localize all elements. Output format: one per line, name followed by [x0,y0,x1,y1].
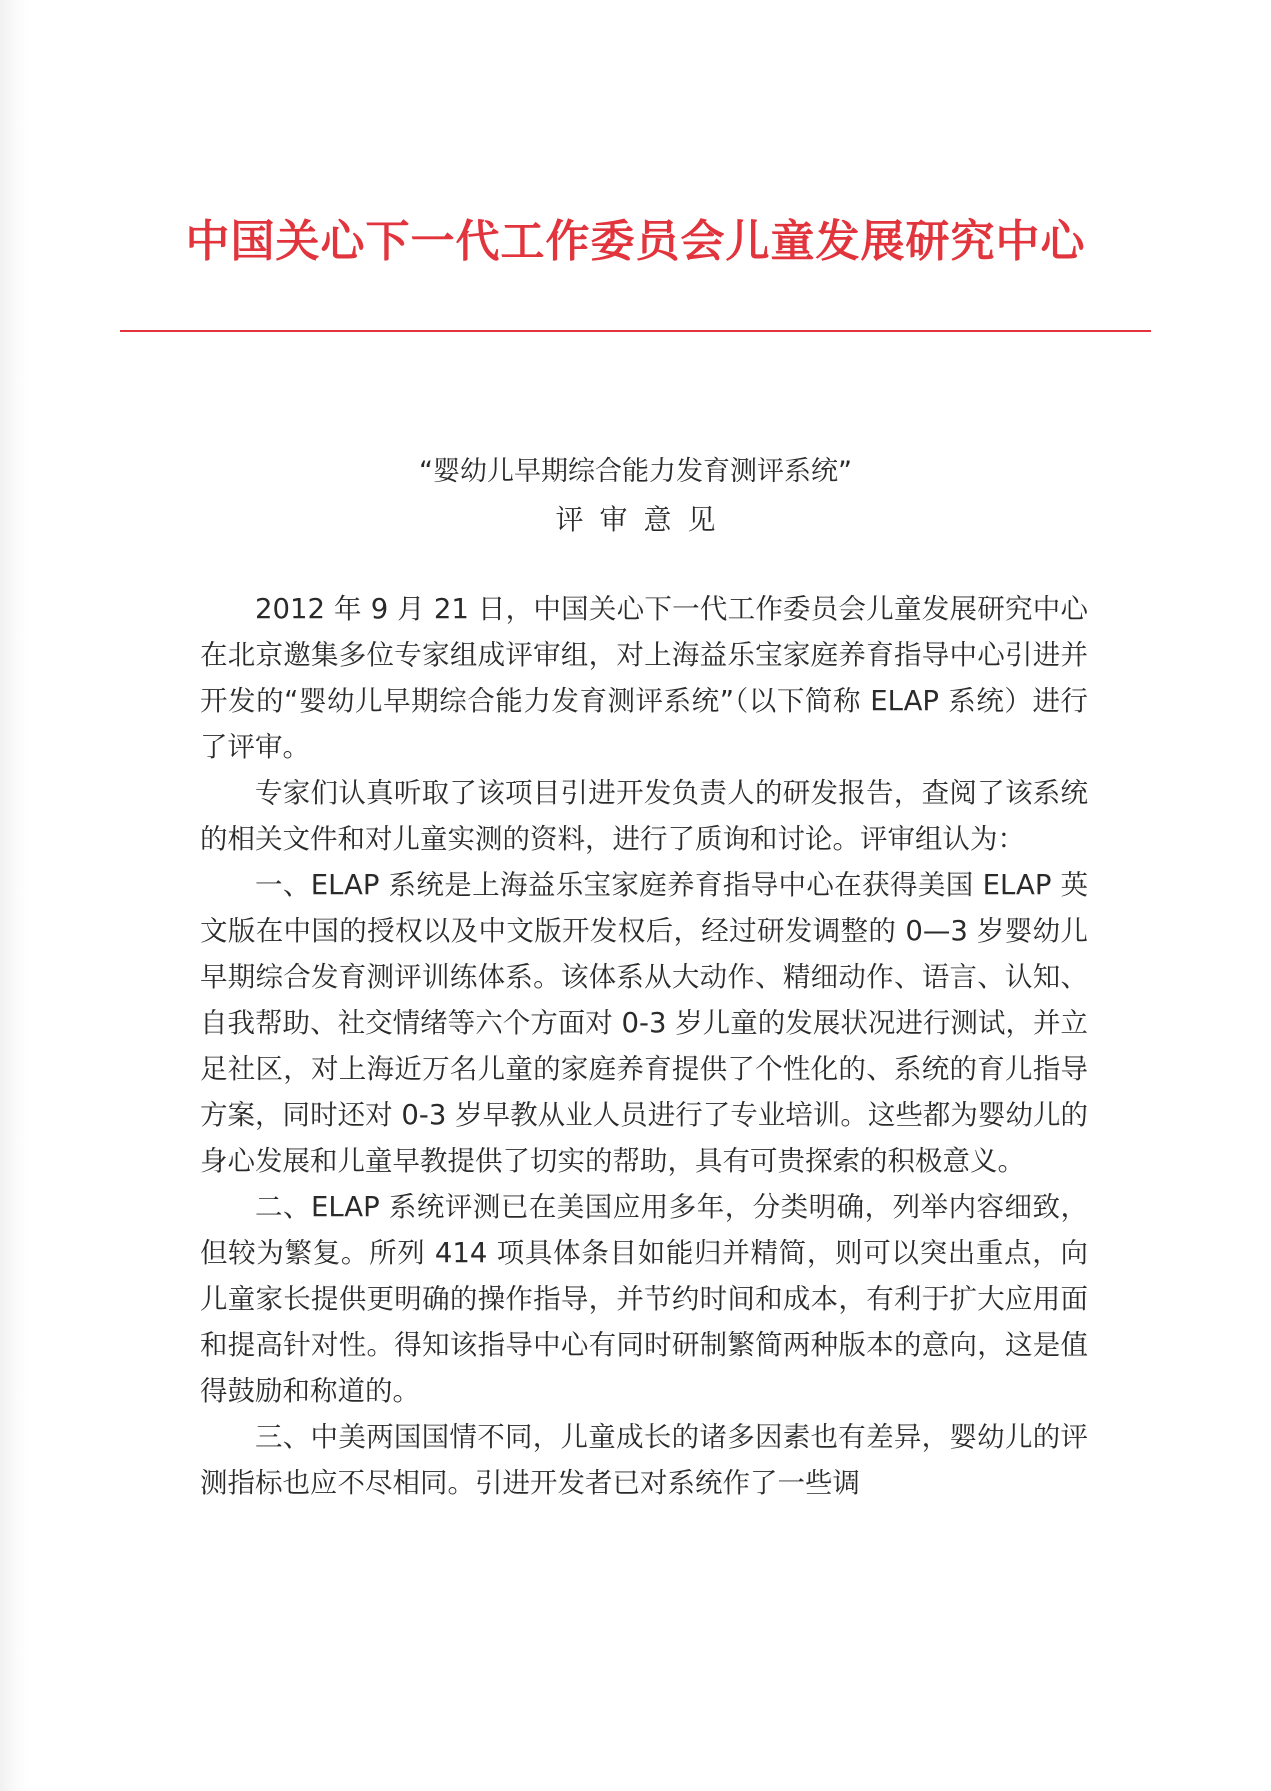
organization-header: 中国关心下一代工作委员会儿童发展研究中心 [185,216,1086,267]
document-subtitle: 评审意见 [555,503,732,536]
paragraph-point-one: 一、ELAP 系统是上海益乐宝家庭养育指导中心在获得美国 ELAP 英文版在中国的授权以及中文版开发权后，经过研发调整的 0—3 岁婴幼儿早期综合发育测评训练体系。该体系从大动作、精细动作、语言、认知、自我帮助、社交情绪等六个方面对 0-3 岁儿童的发展状况进行测试，并立足社区，对上海近万名儿童的家庭养育提供了个性化的、系统的育儿指导方案，同时还对 0-3 岁早教从业人员进行了专业培训。这些都为婴幼儿的身心发展和儿童早教提供了切实的帮助，具有可贵探索的积极意义。 [200,869,1088,1177]
paragraph-intro: 2012 年 9 月 21 日，中国关心下一代工作委员会儿童发展研究中心在北京邀集多位专家组成评审组，对上海益乐宝家庭养育指导中心引进并开发的“婴幼儿早期综合能力发育测评系统”（以下简称 ELAP 系统）进行了评审。 [200,593,1088,763]
document-body [200,586,1088,1506]
document-title: “婴幼儿早期综合能力发育测评系统” [419,456,852,487]
header-divider [120,330,1151,332]
paragraph-point-two: 二、ELAP 系统评测已在美国应用多年，分类明确，列举内容细致，但较为繁复。所列 414 项具体条目如能归并精简，则可以突出重点，向儿童家长提供更明确的操作指导，并节约时间和成本，有利于扩大应用面和提高针对性。得知该指导中心有同时研制繁简两种版本的意向，这是值得鼓励和称道的。 [200,1191,1088,1407]
paragraph-point-three: 三、中美两国国情不同，儿童成长的诸多因素也有差异，婴幼儿的评测指标也应不尽相同。引进开发者已对系统作了一些调 [200,1421,1088,1499]
paragraph-review-process: 专家们认真听取了该项目引进开发负责人的研发报告，查阅了该系统的相关文件和对儿童实测的资料，进行了质询和讨论。评审组认为： [200,777,1088,855]
